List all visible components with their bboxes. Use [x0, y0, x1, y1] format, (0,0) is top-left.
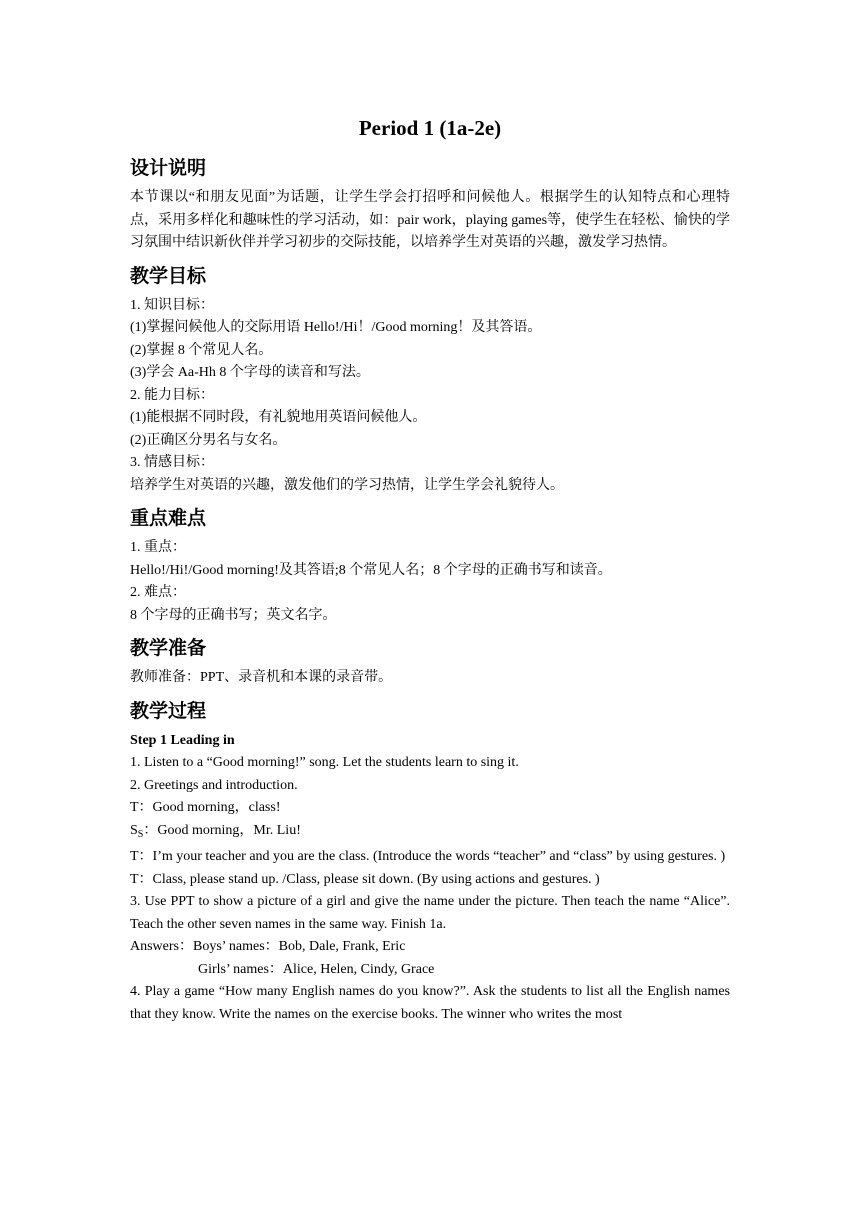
- design-section: [130, 155, 730, 255]
- prep-heading: 教学准备: [130, 637, 207, 659]
- goals-line: (1)掌握问候他人的交际用语 Hello!/Hi！/Good morning！及其答语。: [130, 320, 542, 335]
- process-line: Answers：Boys’ names：Bob, Dale, Frank, Eric: [130, 939, 406, 954]
- students-subscript: S: [137, 828, 144, 840]
- goals-line: (3)学会 Aa-Hh 8 个字母的读音和写法。: [130, 365, 370, 380]
- students-line: [130, 820, 730, 847]
- goals-section: [130, 263, 730, 498]
- design-heading: 设计说明: [130, 157, 207, 179]
- document-page: [130, 113, 730, 1034]
- goals-line: 1. 知识目标：: [130, 297, 214, 313]
- page-title: Period 1 (1a-2e): [358, 116, 502, 140]
- process-line: 3. Use PPT to show a picture of a girl and give the name under the picture. Then teach the name “Alice”. Teach the other seven names in the same way. Finish 1a.: [130, 894, 730, 932]
- goals-heading: 教学目标: [130, 264, 207, 287]
- girls-names-line: Girls’ names：Alice, Helen, Cindy, Grace: [198, 961, 435, 977]
- process-line: 1. Listen to a “Good morning!” song. Let the students learn to sing it.: [130, 755, 519, 770]
- goals-line: 2. 能力目标：: [130, 387, 214, 403]
- key-line: 1. 重点：: [130, 540, 186, 555]
- prep-text: 教师准备：PPT、录音机和本课的录音带。: [130, 670, 393, 685]
- design-text: 本节课以“和朋友见面”为话题，让学生学会打招呼和问候他人。根据学生的认知特点和心理特点，采用多样化和趣味性的学习活动，如：pair work，playing games等，使学生在轻松、愉快的学习氛围中结识新伙伴并学习初步的交际技能，以培养学生对英语的兴趣，激发学习热情。: [130, 190, 730, 250]
- process-section: [130, 698, 730, 1027]
- process-line: 2. Greetings and introduction.: [130, 777, 298, 793]
- process-line: T：Class, please stand up. /Class, please sit down. (By using actions and gestures. ): [130, 871, 600, 887]
- key-line: 2. 难点：: [130, 585, 186, 600]
- key-line: 8 个字母的正确书写；英文名字。: [130, 607, 337, 623]
- goals-line: (2)掌握 8 个常见人名。: [130, 342, 273, 358]
- process-line: 4. Play a game “How many English names do you know?”. Ask the students to list all the English names that they know. Write the names on the exercise books. The winner who writes the most: [130, 984, 730, 1022]
- goals-line: (1)能根据不同时段，有礼貌地用英语问候他人。: [130, 410, 427, 425]
- process-line: T：I’m your teacher and you are the class. (Introduce the words “teacher” and “class” by using gestures. ): [130, 849, 726, 864]
- students-prefix: S: [130, 822, 138, 838]
- students-text: ：Good morning，Mr. Liu!: [143, 822, 301, 838]
- key-section: [130, 505, 730, 627]
- goals-line: 培养学生对英语的兴趣，激发他们的学习热情，让学生学会礼貌待人。: [130, 477, 564, 493]
- process-heading: 教学过程: [130, 699, 207, 722]
- process-line: T：Good morning，class!: [130, 800, 281, 815]
- goals-line: 3. 情感目标：: [130, 455, 214, 470]
- goals-line: (2)正确区分男名与女名。: [130, 432, 287, 448]
- prep-section: [130, 635, 730, 690]
- key-line: Hello!/Hi!/Good morning!及其答语;8 个常见人名；8 个字母的正确书写和读音。: [130, 562, 612, 578]
- key-heading: 重点难点: [130, 507, 207, 529]
- step1-heading: Step 1 Leading in: [130, 732, 235, 748]
